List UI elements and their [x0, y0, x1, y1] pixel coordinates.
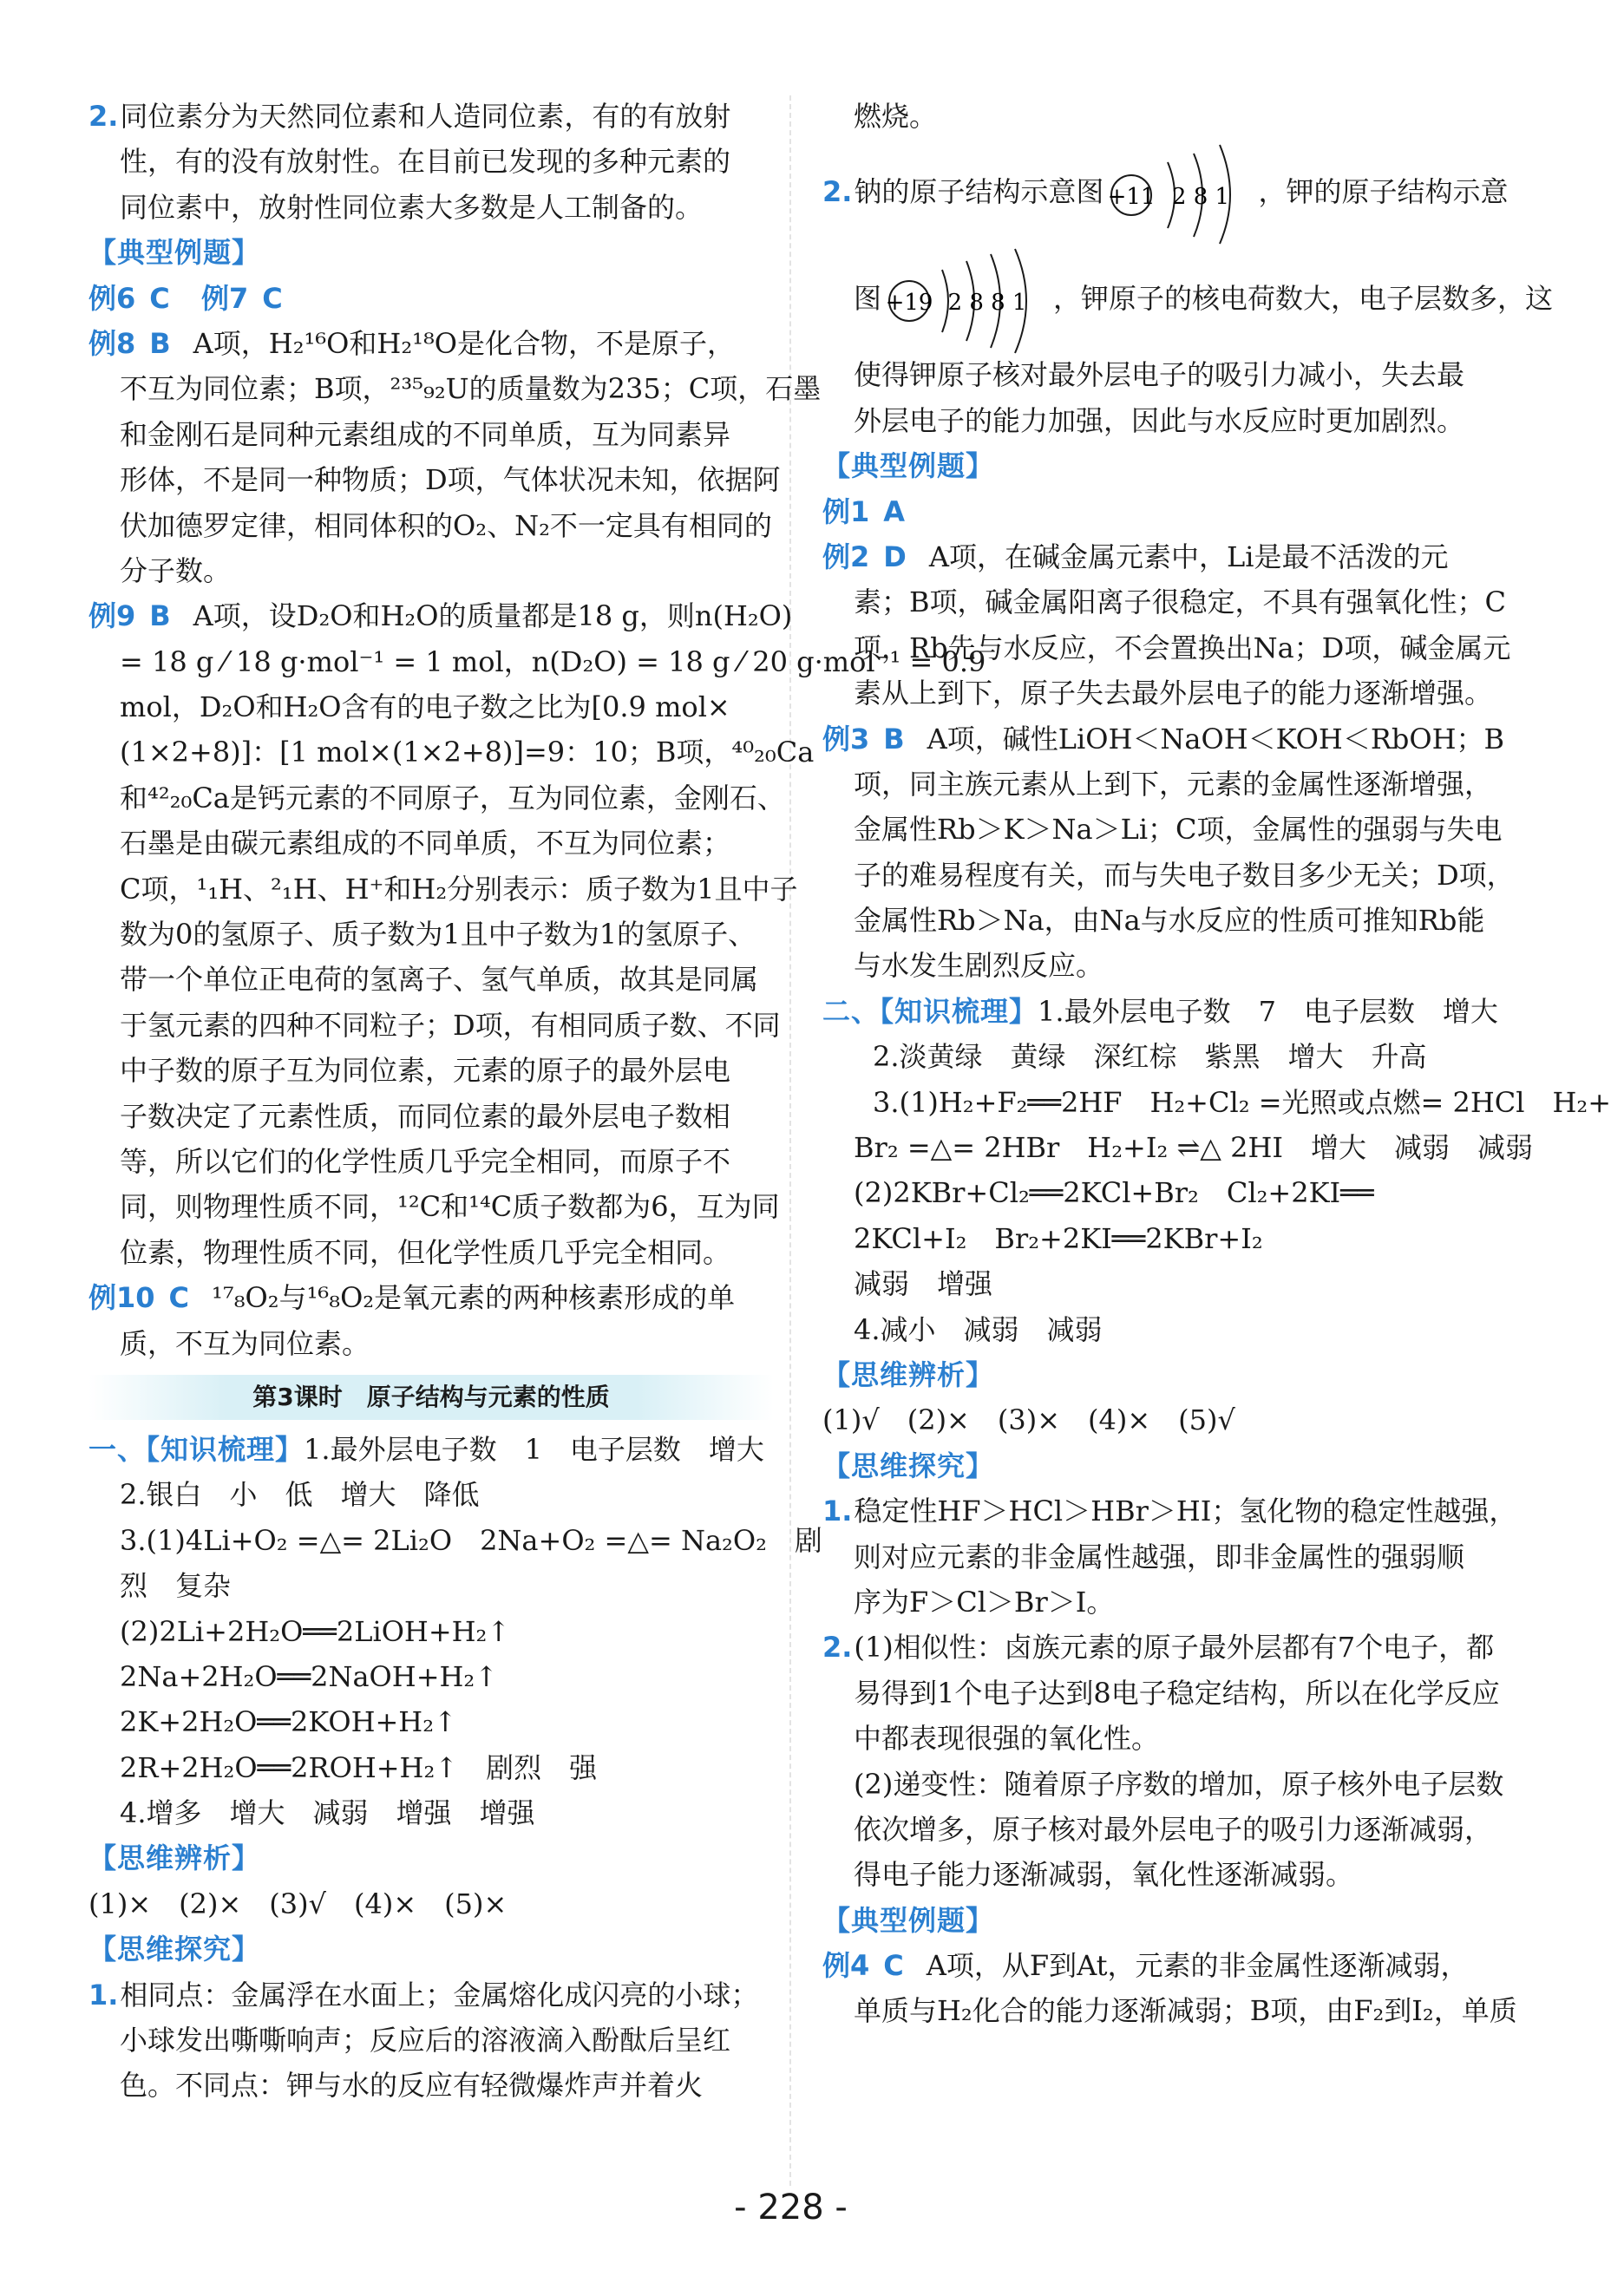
text-line: 使得钾原子核对最外层电子的吸引力减小，失去最	[854, 358, 1465, 392]
potassium-atom-diagram	[885, 249, 1050, 353]
text-line: 中子数的原子互为同位素，元素的原子的最外层电	[120, 1054, 731, 1088]
text-line: 2K+2H₂O══2KOH+H₂↑	[120, 1705, 457, 1739]
section-tag: 【思维辨析】	[88, 1841, 261, 1875]
text-line: 子的难易程度有关，而与失电子数目多少无关；D项，	[854, 858, 1515, 892]
text-line: 金属性Rb＞Na，由Na与水反应的性质可推知Rb能	[854, 904, 1485, 938]
sodium-atom-diagram	[1107, 143, 1254, 245]
right-column	[822, 94, 1611, 2034]
text-line: Br₂ =△= 2HBr H₂+I₂ ⇌△ 2HI 增大 减弱 减弱	[854, 1131, 1533, 1165]
text-line: 和⁴²₂₀Ca是钙元素的不同原子，互为同位素，金刚石、	[120, 781, 785, 814]
text-line: 单质与H₂化合的能力逐渐减弱；B项，由F₂到I₂，单质	[854, 1994, 1517, 2028]
item-number: 2.	[88, 100, 119, 133]
page-number: - 228 -	[734, 2188, 848, 2227]
text-line: 于氢元素的四种不同粒子；D项，有相同质子数、不同	[120, 1008, 781, 1042]
text-line: (2)递变性：随着原子序数的增加，原子核外电子层数	[854, 1767, 1504, 1801]
text-line: 金属性Rb＞K＞Na＞Li；C项，金属性的强弱与失电	[854, 813, 1503, 847]
text-line: 3.(1)4Li+O₂ =△= 2Li₂O 2Na+O₂ =△= Na₂O₂ 剧	[120, 1523, 822, 1557]
text-line: 素从上到下，原子失去最外层电子的能力逐渐增强。	[854, 677, 1493, 710]
text-line: 子数决定了元素性质，而同位素的最外层电子数相	[120, 1099, 731, 1133]
text-line: 得电子能力逐渐减弱，氧化性逐渐减弱。	[854, 1858, 1354, 1892]
section-1-heading: 一、【知识梳理】1.最外层电子数 1 电子层数 增大	[88, 1432, 764, 1466]
text-line: 数为0的氢原子、质子数为1且中子数为1的氢原子、	[120, 918, 756, 952]
example-2: 例2 D A项，在碱金属元素中，Li是最不活泼的元	[822, 540, 1449, 573]
example-answers-6-7: 例6 C 例7 C	[88, 281, 283, 315]
text-line: 2R+2H₂O══2ROH+H₂↑ 剧烈 强	[120, 1750, 598, 1784]
text-line: 2.银白 小 低 增大 降低	[120, 1478, 480, 1512]
example-8: 例8 B A项，H₂¹⁶O和H₂¹⁸O是化合物，不是原子，	[88, 326, 736, 360]
text-line: 序为F＞Cl＞Br＞I。	[854, 1585, 1115, 1619]
example-1: 例1 A	[822, 494, 906, 528]
text-line: 烈 复杂	[120, 1569, 232, 1603]
text-line: 易得到1个电子达到8电子稳定结构，所以在化学反应	[854, 1676, 1500, 1710]
text-line: 3.(1)H₂+F₂══2HF H₂+Cl₂ =光照或点燃= 2HCl H₂+	[873, 1085, 1611, 1119]
section-tag: 【典型例题】	[88, 236, 261, 270]
text-line: 项，同主族元素从上到下，元素的金属性逐渐增强，	[854, 767, 1493, 801]
text-line: 中都表现很强的氧化性。	[854, 1722, 1160, 1756]
text-line: 与水发生剧烈反应。	[854, 949, 1104, 983]
text-line: 项，Rb先与水反应，不会置换出Na；D项，碱金属元	[854, 631, 1511, 664]
text-line: 和金刚石是同种元素组成的不同单质，互为同素异	[120, 417, 731, 451]
text-line: (2)2KBr+Cl₂══2KCl+Br₂ Cl₂+2KI══	[854, 1176, 1374, 1210]
text-line: 外层电子的能力加强，因此与水反应时更加剧烈。	[854, 403, 1465, 437]
text-line: (1×2+8)]：[1 mol×(1×2+8)]=9：10；B项，⁴⁰₂₀Ca	[120, 736, 815, 769]
true-false-answers: (1)× (2)× (3)√ (4)× (5)×	[88, 1887, 508, 1920]
text-line: 质，不互为同位素。	[120, 1326, 370, 1360]
section-tag: 【典型例题】	[822, 449, 995, 483]
electron-counts: 2 8 8 1	[947, 289, 1027, 316]
example-3: 例3 B A项，碱性LiOH＜NaOH＜KOH＜RbOH；B	[822, 722, 1505, 756]
formula-line: = 18 g ⁄ 18 g·mol⁻¹ = 1 mol，n(D₂O) = 18 g ⁄ 20 g·mol⁻¹ = 0.9	[120, 644, 986, 678]
text-line: 带一个单位正电荷的氢离子、氢气单质，故其是同属	[120, 963, 759, 997]
text-line: 减弱 增强	[854, 1267, 993, 1301]
text-line: 2.淡黄绿 黄绿 深红棕 紫黑 增大 升高	[873, 1040, 1427, 1074]
lesson-title: 第3课时 原子结构与元素的性质	[88, 1375, 774, 1420]
text-line: 2.(1)相似性：卤族元素的原子最外层都有7个电子，都	[822, 1631, 1495, 1665]
text-line: 2.同位素分为天然同位素和人造同位素，有的有放射	[88, 100, 731, 133]
text-line: 分子数。	[120, 553, 232, 587]
text-line: 2Na+2H₂O══2NaOH+H₂↑	[120, 1659, 499, 1693]
nucleus-charge: +11	[1108, 183, 1156, 210]
text-line: 1.稳定性HF＞HCl＞HBr＞HI；氢化物的稳定性越强，	[822, 1495, 1517, 1528]
text-line: 同，则物理性质不同，¹²C和¹⁴C质子数都为6，互为同	[120, 1190, 780, 1224]
text-line: mol，D₂O和H₂O含有的电子数之比为[0.9 mol×	[120, 690, 730, 724]
text-line: 燃烧。	[854, 100, 938, 133]
text-line: 素；B项，碱金属阳离子很稳定，不具有强氧化性；C	[854, 585, 1507, 619]
nucleus-charge: +19	[885, 289, 933, 316]
text-line: 等，所以它们的化学性质几乎完全相同，而原子不	[120, 1144, 731, 1178]
text-line: 性，有的没有放射性。在目前已发现的多种元素的	[120, 145, 731, 179]
section-2-heading: 二、【知识梳理】1.最外层电子数 7 电子层数 增大	[822, 994, 1498, 1028]
text-line: (2)2Li+2H₂O══2LiOH+H₂↑	[120, 1614, 511, 1648]
text-line: 4.减小 减弱 减弱	[854, 1312, 1103, 1346]
sodium-structure-line: 2.钠的原子结构示意图 +11 2 8 1 ，钾的原子结构示意	[822, 139, 1508, 245]
section-tag: 【思维辨析】	[822, 1357, 995, 1391]
text-line: 1.相同点：金属浮在水面上；金属熔化成闪亮的小球；	[88, 1978, 759, 2011]
text-line: 石墨是由碳元素组成的不同单质，不互为同位素；	[120, 827, 731, 860]
text-line: 伏加德罗定律，相同体积的O₂、N₂不一定具有相同的	[120, 508, 772, 542]
text-line: C项，¹₁H、²₁H、H⁺和H₂分别表示：质子数为1且中子	[120, 872, 798, 906]
text-line: 小球发出嘶嘶响声；反应后的溶液滴入酚酞后呈红	[120, 2024, 731, 2057]
electron-counts: 2 8 1	[1172, 183, 1230, 210]
section-tag: 【思维探究】	[88, 1933, 261, 1966]
text-line: 依次增多，原子核对最外层电子的吸引力逐渐减弱，	[854, 1812, 1493, 1846]
text-line: 形体，不是同一种物质；D项，气体状况未知，依据阿	[120, 463, 781, 497]
example-10: 例10 C ¹⁷₈O₂与¹⁶₈O₂是氧元素的两种核素形成的单	[88, 1281, 736, 1315]
true-false-answers: (1)√ (2)× (3)× (4)× (5)√	[822, 1403, 1235, 1437]
example-9: 例9 B A项，设D₂O和H₂O的质量都是18 g，则n(H₂O)	[88, 599, 793, 633]
text-line: 色。不同点：钾与水的反应有轻微爆炸声并着火	[120, 2069, 704, 2103]
example-4: 例4 C A项，从F到At，元素的非金属性逐渐减弱，	[822, 1949, 1469, 1983]
text-line: 则对应元素的非金属性越强，即非金属性的强弱顺	[854, 1540, 1465, 1573]
text-line: 4.增多 增大 减弱 增强 增强	[120, 1796, 535, 1830]
text-line: 不互为同位素；B项，²³⁵₉₂U的质量数为235；C项，石墨	[120, 372, 822, 406]
text-line: 同位素中，放射性同位素大多数是人工制备的。	[120, 190, 704, 224]
text-line: 2KCl+I₂ Br₂+2KI══2KBr+I₂	[854, 1221, 1263, 1255]
section-tag: 【思维探究】	[822, 1449, 995, 1482]
section-tag: 【典型例题】	[822, 1903, 995, 1937]
text-line: 位素，物理性质不同，但化学性质几乎完全相同。	[120, 1235, 731, 1269]
potassium-structure-line: 图 +19 2 8 8 1 ，钾原子的核电荷数大，电子层数多，这	[822, 245, 1508, 352]
